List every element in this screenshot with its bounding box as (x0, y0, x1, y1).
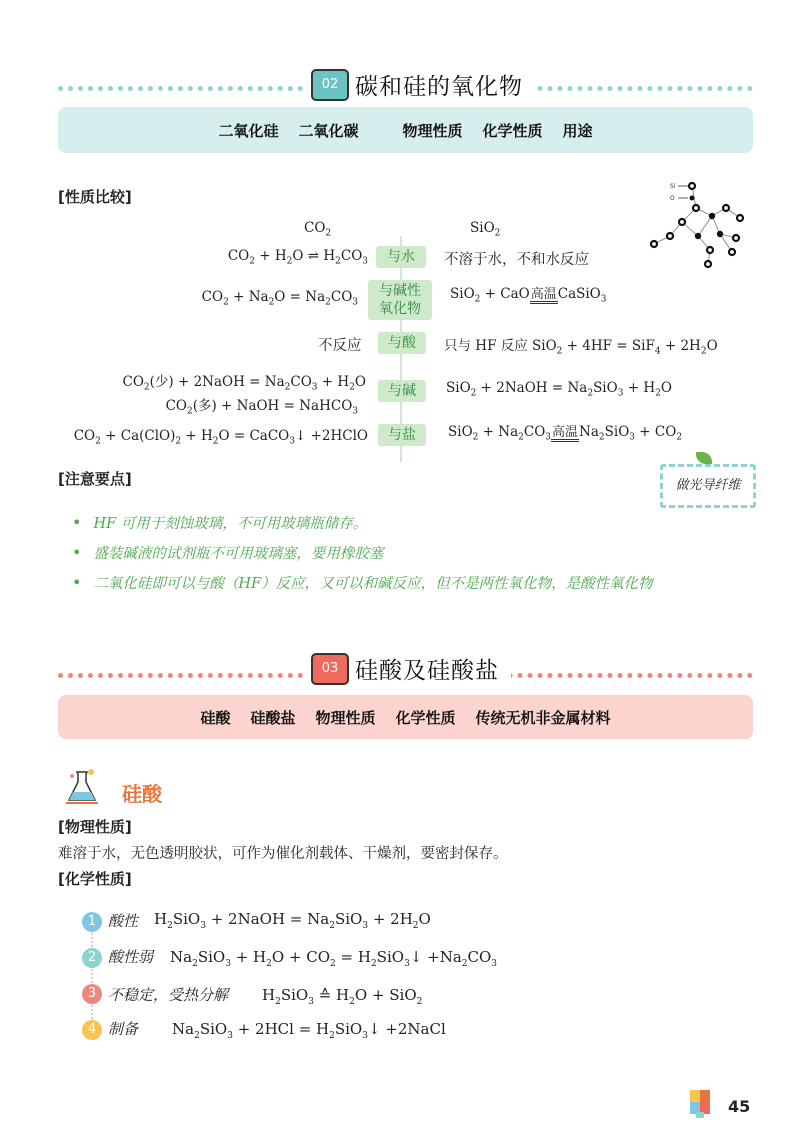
topics-band (58, 695, 753, 739)
section-title: 硅酸及硅酸盐 (349, 652, 505, 685)
row-basic-oxide-right: SiO$_2$ + CaO高温CaSiO$_3$ (450, 286, 607, 305)
section-number-badge: 03 (311, 653, 349, 685)
item-label: 制备 (108, 1020, 139, 1038)
topic-item: 硅酸盐 (250, 708, 296, 727)
topic-item: 二氧化碳 (298, 121, 359, 140)
row-base-tag: 与碱 (378, 380, 426, 402)
page-logo-icon (690, 1090, 716, 1118)
structure-svg (640, 178, 755, 270)
topic-item: 二氧化硅 (218, 121, 279, 140)
topics-band (58, 107, 753, 153)
row-base-left-2: $CO_2$(多) + NaOH = NaHCO$_3$ (165, 398, 358, 417)
topic-item: 传统无机非金属材料 (475, 708, 611, 727)
item-number-circle: 4 (82, 1020, 102, 1040)
section-title: 碳和硅的氧化物 (349, 68, 529, 101)
legend-o: O (670, 195, 675, 202)
note-text: HF 可用于刻蚀玻璃，不可用玻璃瓶储存。 (93, 516, 368, 532)
row-salt-left: $CO_2 + Ca(ClO)_2 + H_2O$ = CaCO$_3$↓ +2HClO (73, 428, 368, 447)
legend-si: Si (670, 183, 676, 190)
row-basic-oxide-tag: 与碱性 氧化物 (368, 280, 432, 320)
row-base-left-1: $CO_2$(少) + 2NaOH = $Na_2CO_3 + H_2O$ (122, 374, 366, 393)
row-acid-left: 不反应 (318, 338, 362, 354)
note-item: • 盛装碱液的试剂瓶不可用玻璃塞，要用橡胶塞 (72, 543, 384, 562)
item-number-circle: 2 (82, 948, 102, 968)
topic-item: 化学性质 (395, 708, 456, 727)
compare-heading: [性质比较] (58, 188, 132, 206)
topic-item: 物理性质 (402, 121, 463, 140)
item-formula: $Na_2SiO_3 + H_2O + CO_2$ = $H_2SiO_3↓ +Na_2CO_3$ (170, 948, 498, 969)
flask-icon (62, 766, 102, 806)
item-formula: $H_2SiO_3$ ≙ $H_2O + SiO_2$ (262, 986, 423, 1007)
topic-item: 化学性质 (482, 121, 543, 140)
stamp-text: 做光导纤维 (675, 478, 741, 493)
physical-text: 难溶于水，无色透明胶状，可作为催化剂载体、干燥剂，要密封保存。 (58, 846, 508, 862)
section-number-badge: 02 (311, 69, 349, 101)
column-heading-sio2: SiO$_2$ (470, 220, 501, 239)
row-salt-tag: 与盐 (378, 424, 426, 446)
note-item: • HF 可用于刻蚀玻璃，不可用玻璃瓶储存。 (72, 513, 368, 532)
item-formula: $Na_2SiO_3 + 2HCl$ = $H_2SiO_3↓$ +2NaCl (172, 1020, 446, 1041)
note-text: 二氧化硅即可以与酸（HF）反应，又可以和碱反应，但不是两性氧化物，是酸性氧化物 (93, 576, 653, 592)
row-acid-right: 只与 HF 反应 $SiO_2 + 4HF = SiF_4 + 2H_2O$ (444, 338, 718, 357)
row-water-right: 不溶于水，不和水反应 (444, 252, 589, 268)
topic-item: 用途 (562, 121, 593, 140)
row-base-right: SiO$_2$ + 2NaOH = $Na_2SiO_3 + H_2O$ (446, 380, 672, 399)
row-water-left: $CO_2 + H_2O$ ⇌ $H_2CO_3$ (227, 248, 368, 267)
row-water-tag: 与水 (376, 246, 426, 268)
row-basic-oxide-left: $CO_2 + Na_2O = Na_2CO_3$ (201, 289, 358, 308)
physical-heading: [物理性质] (58, 818, 132, 836)
row-acid-tag: 与酸 (378, 332, 426, 354)
notes-heading: [注意要点] (58, 470, 132, 488)
sio2-structure-diagram (640, 178, 755, 270)
topic-item: 硅酸 (200, 708, 231, 727)
stamp-box (660, 464, 756, 508)
item-number-circle: 3 (82, 984, 102, 1004)
item-label: 不稳定，受热分解 (108, 986, 229, 1004)
note-text: 盛装碱液的试剂瓶不可用玻璃塞，要用橡胶塞 (93, 546, 384, 562)
chemical-heading: [化学性质] (58, 870, 132, 888)
item-label: 酸性弱 (108, 948, 154, 966)
note-item: • 二氧化硅即可以与酸（HF）反应，又可以和碱反应，但不是两性氧化物，是酸性氧化物 (72, 573, 653, 592)
item-number-circle: 1 (82, 912, 102, 932)
item-formula: $H_2SiO_3$ + 2NaOH = $Na_2SiO_3 + 2H_2O$ (154, 910, 431, 931)
column-heading-co2: $CO_2$ (304, 220, 332, 239)
row-salt-right: $SiO_2 + Na_2CO_3$高温$Na_2SiO_3 + CO_2$ (448, 424, 683, 443)
flask-svg (62, 766, 102, 806)
silicic-acid-title: 硅酸 (122, 782, 162, 806)
leaf-icon (696, 452, 712, 464)
item-label: 酸性 (108, 912, 139, 930)
section-03-header (305, 652, 511, 685)
section-02-header (305, 68, 535, 101)
topic-item: 物理性质 (315, 708, 376, 727)
page-number: 45 (728, 1097, 751, 1116)
